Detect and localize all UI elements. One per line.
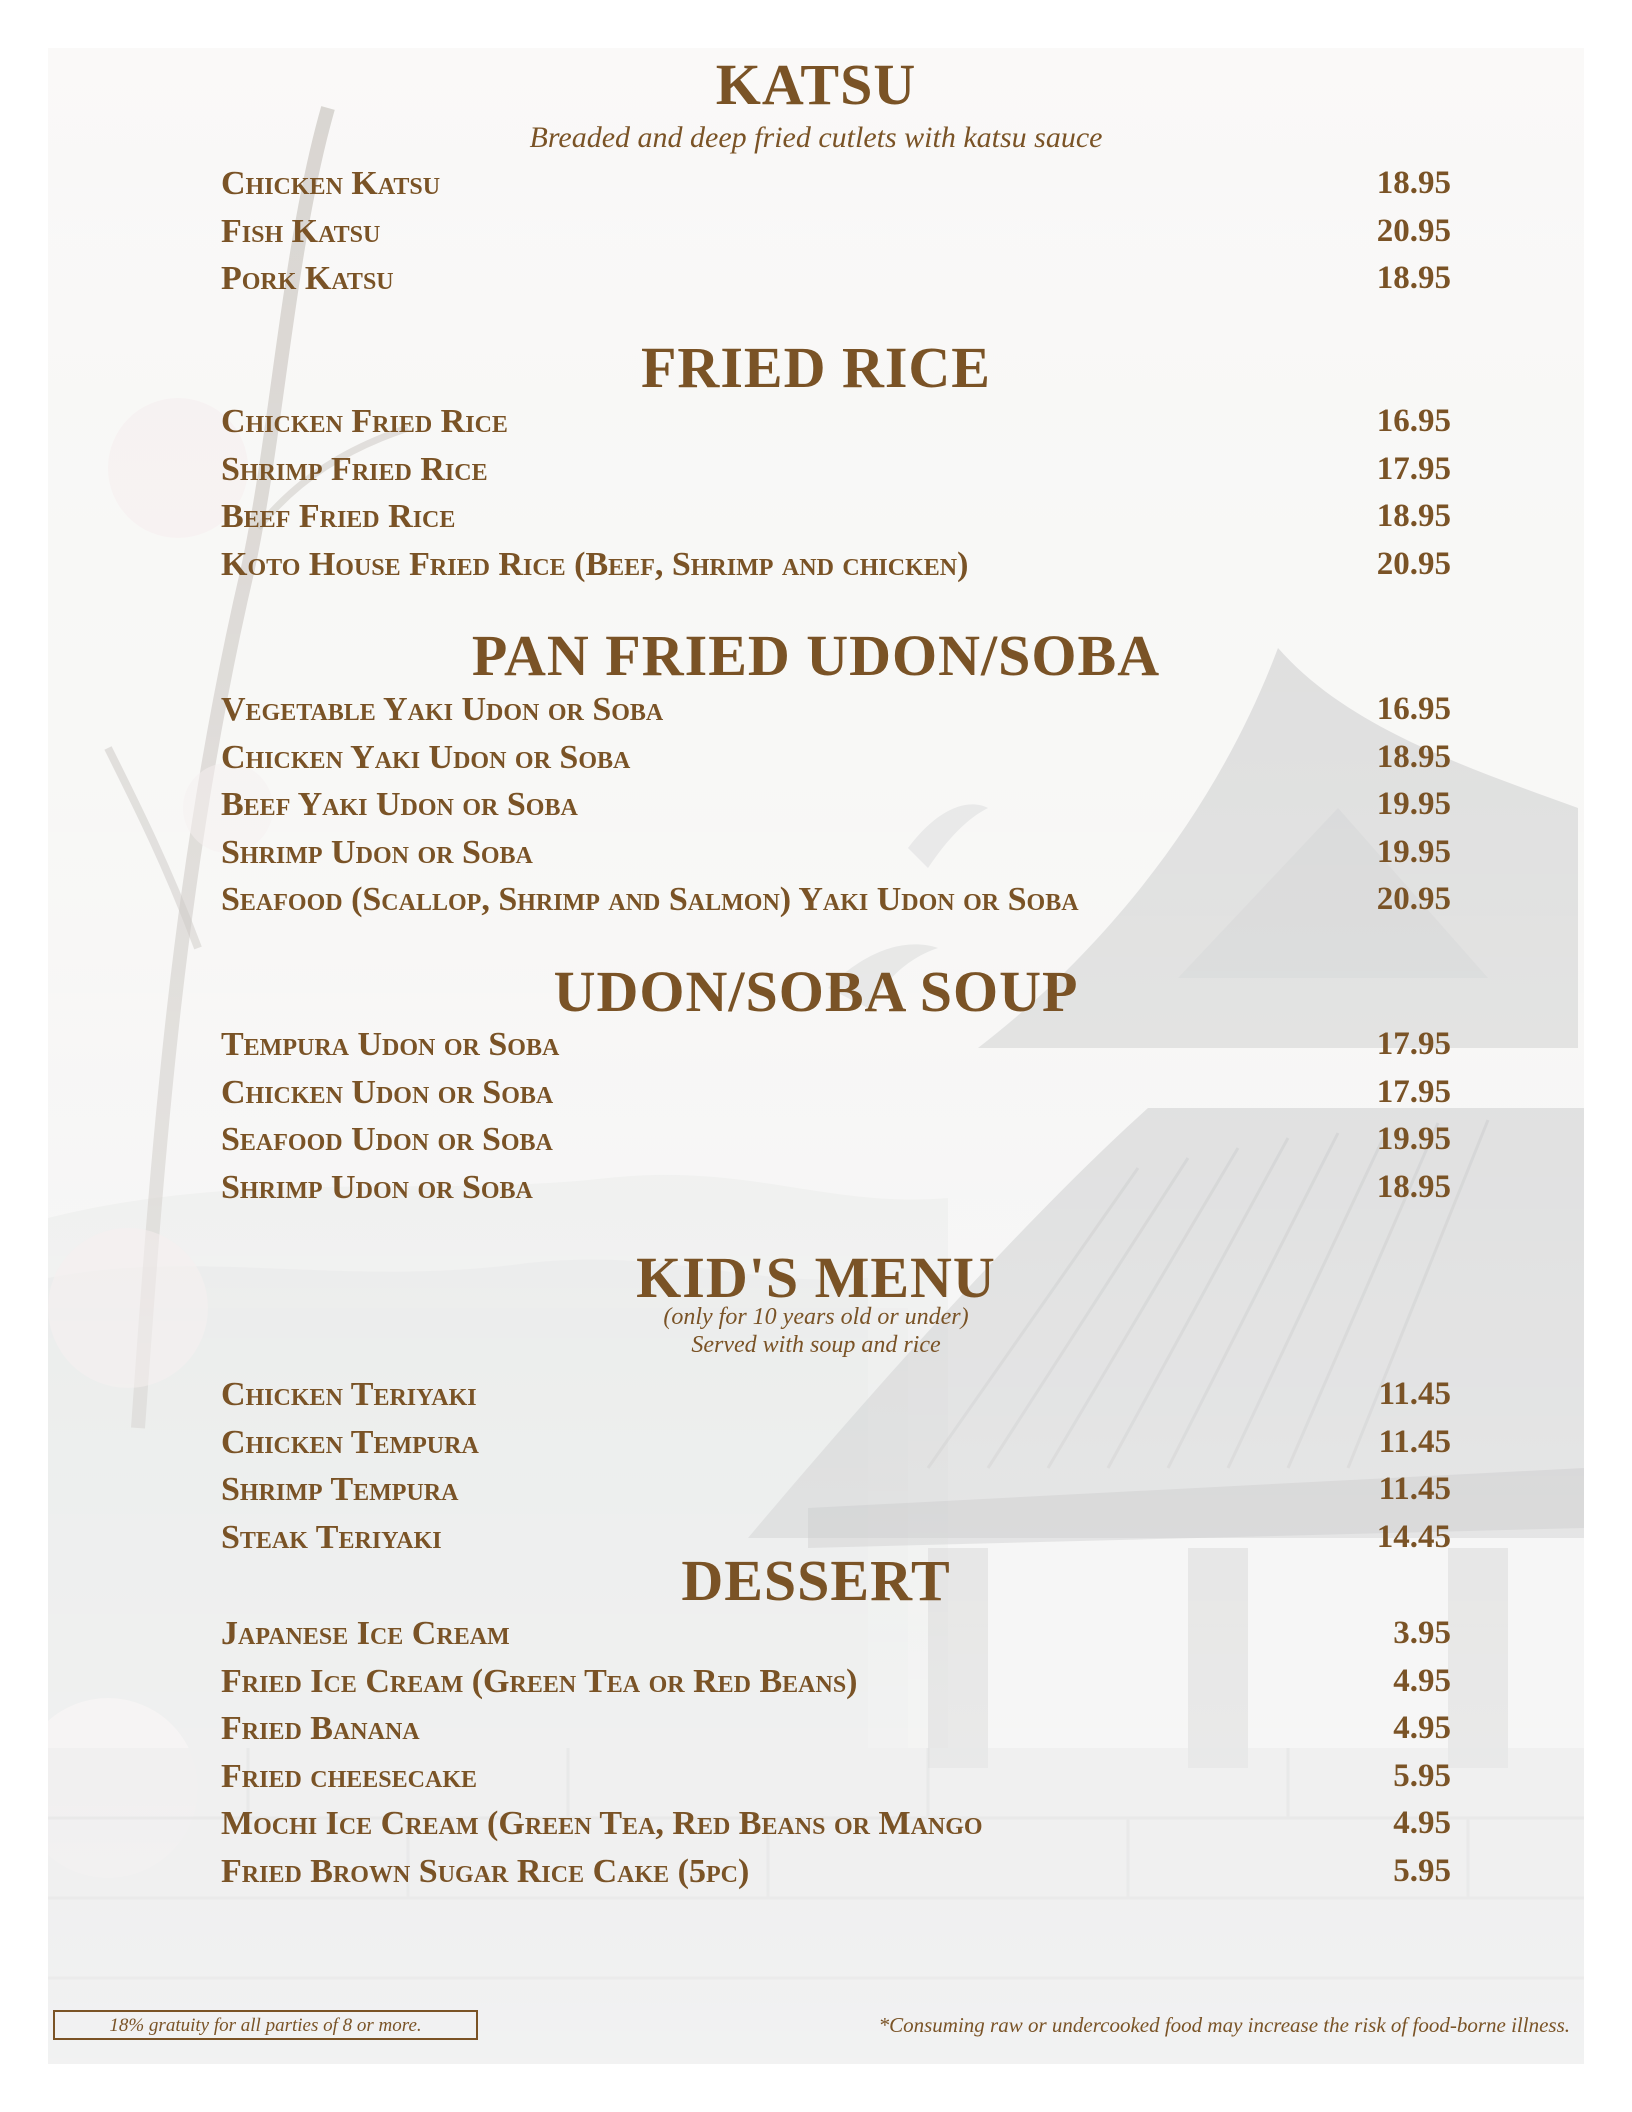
list-item <box>221 541 1451 589</box>
item-name: Chicken Tempura <box>221 1423 479 1461</box>
section-title-fried-rice: FRIED RICE <box>641 335 991 400</box>
item-price: 4.95 <box>1393 1805 1451 1841</box>
item-name: Chicken Yaki Udon or Soba <box>221 738 631 776</box>
item-price: 19.95 <box>1376 1121 1451 1157</box>
pan-fried-udon-list <box>221 686 1451 924</box>
list-item <box>221 1848 1451 1896</box>
item-name: Fried Banana <box>221 1710 420 1747</box>
item-name: Fried cheesecake <box>221 1757 477 1795</box>
section-title-pan-fried-udon-soba: PAN FRIED UDON/SOBA <box>471 623 1161 688</box>
item-price: 16.95 <box>1376 691 1451 727</box>
food-safety-warning: *Consuming raw or undercooked food may increase the risk of food-borne illness. <box>878 2013 1570 2037</box>
list-item <box>221 1069 1451 1117</box>
list-item <box>221 398 1451 446</box>
item-name: Pork Katsu <box>221 260 394 297</box>
item-name: Mochi Ice Cream (Green Tea, Red Beans or Mango <box>221 1805 983 1842</box>
item-name: Seafood Udon or Soba <box>221 1121 553 1158</box>
list-item <box>221 446 1451 494</box>
item-price: 4.95 <box>1393 1710 1451 1746</box>
list-item <box>221 1466 1451 1514</box>
section-title-katsu: KATSU <box>715 52 917 117</box>
list-item <box>221 160 1451 208</box>
item-price: 5.95 <box>1393 1757 1451 1794</box>
item-price: 18.95 <box>1376 165 1451 201</box>
item-price: 17.95 <box>1376 450 1451 487</box>
item-name: Shrimp Udon or Soba <box>221 1168 533 1206</box>
kids-menu-list <box>221 1371 1451 1561</box>
item-price: 18.95 <box>1376 1168 1451 1205</box>
item-name: Fried Brown Sugar Rice Cake (5pc) <box>221 1852 750 1890</box>
item-price: 16.95 <box>1376 403 1451 439</box>
udon-soup-list <box>221 1021 1451 1211</box>
list-item <box>221 876 1451 924</box>
katsu-list <box>221 160 1451 303</box>
list-item <box>221 493 1451 541</box>
item-price: 18.95 <box>1376 498 1451 534</box>
item-price: 19.95 <box>1376 833 1451 870</box>
list-item <box>221 1164 1451 1212</box>
item-name: Shrimp Tempura <box>221 1471 459 1508</box>
list-item <box>221 255 1451 303</box>
item-price: 11.45 <box>1378 1471 1451 1507</box>
list-item <box>221 1371 1451 1419</box>
item-price: 4.95 <box>1393 1662 1451 1699</box>
item-name: Shrimp Fried Rice <box>221 450 488 488</box>
item-name: Koto House Fried Rice (Beef, Shrimp and chicken) <box>221 545 969 583</box>
item-price: 14.45 <box>1376 1518 1451 1555</box>
list-item <box>221 1419 1451 1467</box>
item-name: Japanese Ice Cream <box>221 1615 510 1652</box>
menu-page <box>48 48 1584 2064</box>
item-price: 5.95 <box>1393 1852 1451 1889</box>
item-price: 20.95 <box>1376 545 1451 582</box>
item-name: Chicken Katsu <box>221 165 441 202</box>
item-name: Chicken Fried Rice <box>221 403 508 440</box>
menu-content <box>48 48 1584 2064</box>
item-price: 3.95 <box>1393 1615 1451 1651</box>
list-item <box>221 1800 1451 1848</box>
item-name: Beef Fried Rice <box>221 498 456 535</box>
section-title-udon-soba-soup: UDON/SOBA SOUP <box>553 959 1079 1024</box>
fried-rice-list <box>221 398 1451 588</box>
item-name: Shrimp Udon or Soba <box>221 833 533 871</box>
section-subtitle-katsu: Breaded and deep fried cutlets with katsu sauce <box>529 121 1103 154</box>
list-item <box>221 1658 1451 1706</box>
item-name: Vegetable Yaki Udon or Soba <box>221 691 664 728</box>
list-item <box>221 781 1451 829</box>
item-price: 11.45 <box>1378 1376 1451 1412</box>
item-price: 17.95 <box>1376 1073 1451 1110</box>
section-subtitle-kids-served: Served with soup and rice <box>691 1332 941 1358</box>
item-price: 19.95 <box>1376 786 1451 822</box>
item-name: Steak Teriyaki <box>221 1518 442 1556</box>
item-name: Chicken Udon or Soba <box>221 1073 554 1111</box>
dessert-list <box>221 1610 1451 1895</box>
section-title-dessert: DESSERT <box>681 1548 951 1613</box>
list-item <box>221 1610 1451 1658</box>
list-item <box>221 1705 1451 1753</box>
section-title-kids-menu: KID'S MENU <box>636 1245 996 1310</box>
item-name: Seafood (Scallop, Shrimp and Salmon) Yaki Udon or Soba <box>221 881 1079 918</box>
item-price: 17.95 <box>1376 1026 1451 1062</box>
item-name: Chicken Teriyaki <box>221 1376 477 1413</box>
gratuity-notice: 18% gratuity for all parties of 8 or more. <box>53 2010 478 2040</box>
list-item <box>221 1753 1451 1801</box>
section-subtitle-kids-age: (only for 10 years old or under) <box>663 1304 969 1330</box>
item-price: 20.95 <box>1376 881 1451 917</box>
item-price: 18.95 <box>1376 738 1451 775</box>
item-price: 18.95 <box>1376 260 1451 296</box>
item-name: Beef Yaki Udon or Soba <box>221 786 578 823</box>
item-name: Fried Ice Cream (Green Tea or Red Beans) <box>221 1662 858 1700</box>
list-item <box>221 1021 1451 1069</box>
item-price: 20.95 <box>1376 212 1451 249</box>
list-item <box>221 829 1451 877</box>
list-item <box>221 1116 1451 1164</box>
list-item <box>221 686 1451 734</box>
list-item <box>221 208 1451 256</box>
item-price: 11.45 <box>1378 1423 1451 1460</box>
list-item <box>221 734 1451 782</box>
item-name: Fish Katsu <box>221 212 381 250</box>
item-name: Tempura Udon or Soba <box>221 1026 560 1063</box>
